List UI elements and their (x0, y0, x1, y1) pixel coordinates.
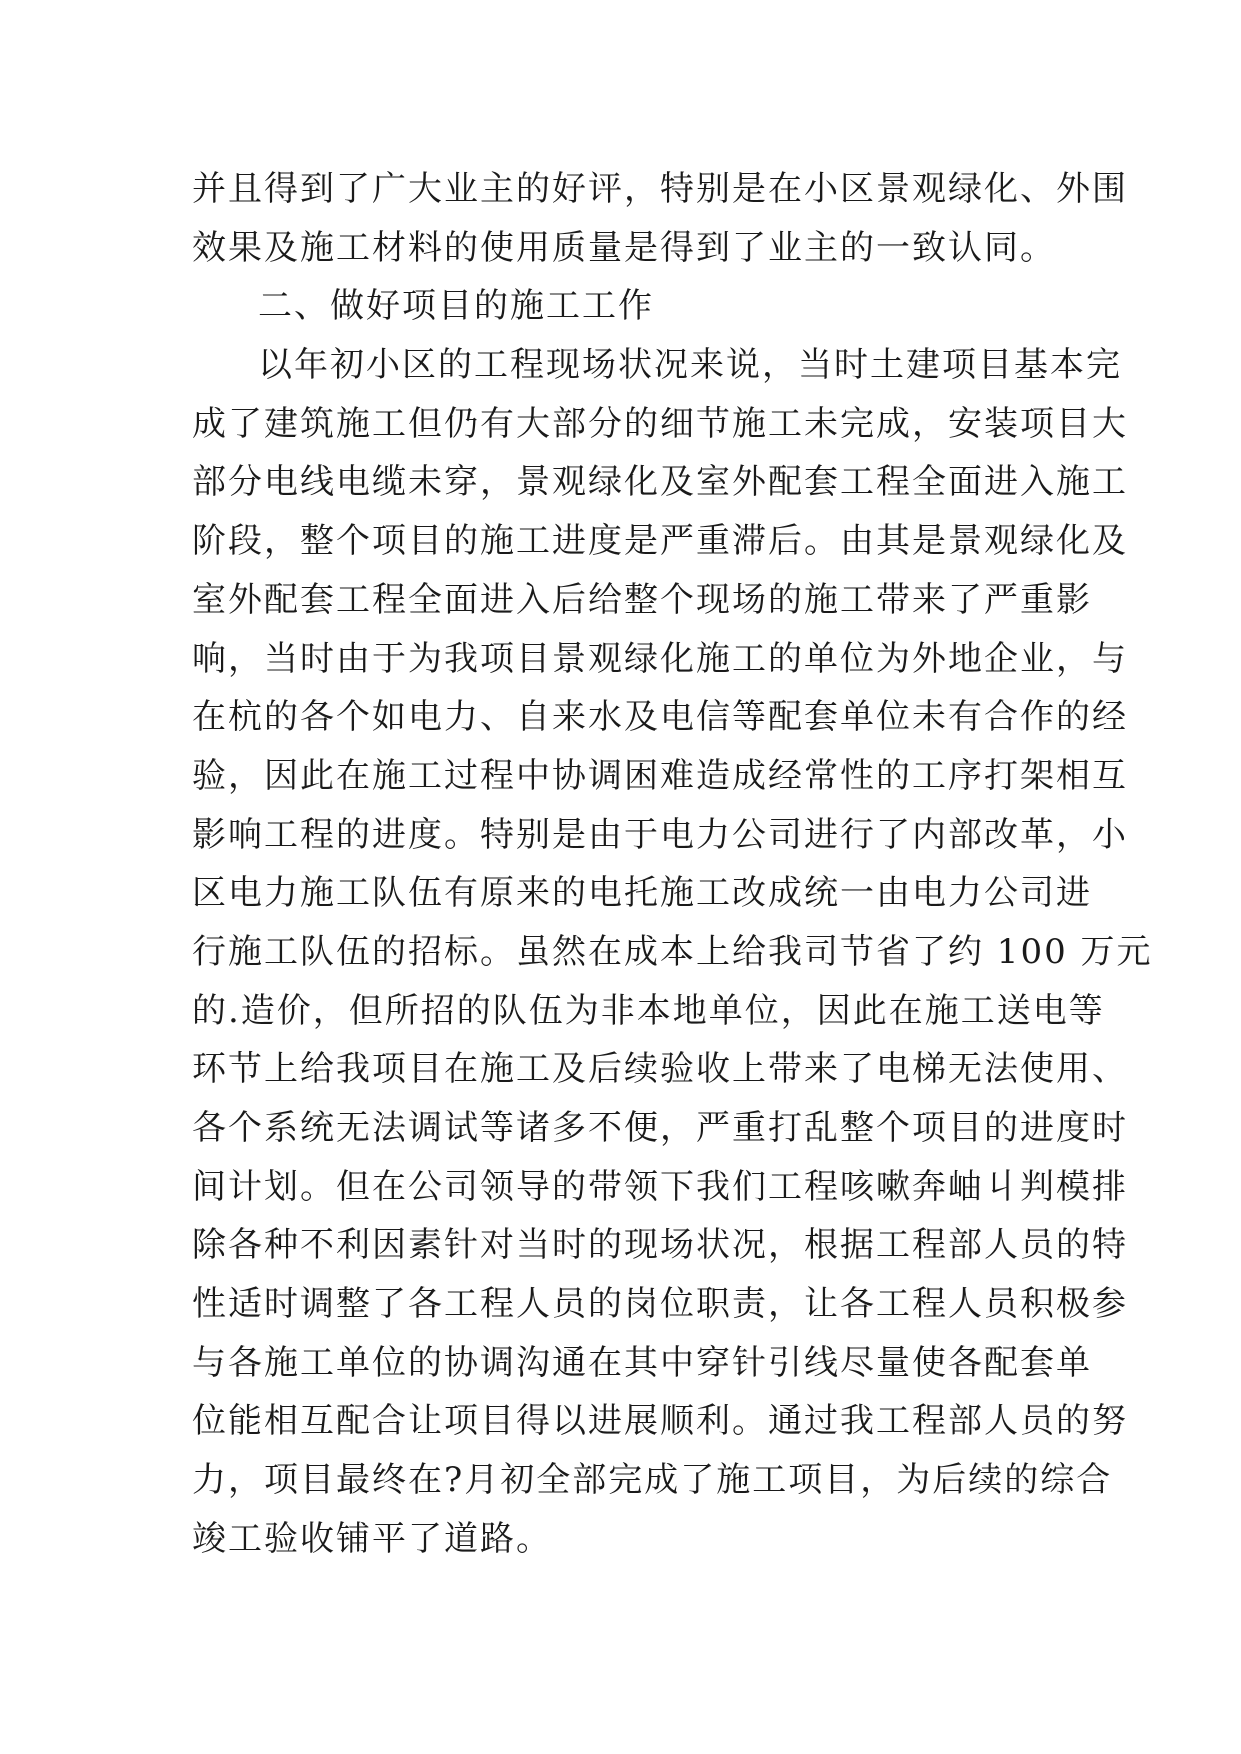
text-line: 并且得到了广大业主的好评，特别是在小区景观绿化、外围 (192, 169, 1128, 209)
body-text (192, 160, 1153, 1569)
text-line: 力，项目最终在?月初全部完成了施工项目，为后续的综合 (192, 1460, 1113, 1501)
text-line: 影响工程的进度。特别是由于电力公司进行了内部改革，小 (192, 814, 1128, 855)
text-line: 各个系统无法调试等诸多不便，严重打乱整个项目的进度时 (192, 1108, 1128, 1148)
paragraph-first-line: 以年初小区的工程现场状况来说，当时土建项目基本完 (258, 345, 1122, 386)
text-line: 验，因此在施工过程中协调困难造成经常性的工序打架相互 (192, 755, 1128, 796)
text-line: 竣工验收铺平了道路。 (192, 1518, 552, 1559)
text-line: 成了建筑施工但仍有大部分的细节施工未完成，安装项目大 (192, 403, 1128, 444)
text-line: 阶段，整个项目的施工进度是严重滞后。由其是景观绿化及 (192, 521, 1128, 562)
section-heading: 二、做好项目的施工工作 (258, 286, 654, 327)
text-line: 室外配套工程全面进入后给整个现场的施工带来了严重影 (192, 579, 1092, 620)
text-line: 与各施工单位的协调沟通在其中穿针引线尽量使各配套单 (192, 1342, 1092, 1383)
text-line: 除各种不利因素针对当时的现场状况，根据工程部人员的特 (192, 1225, 1128, 1266)
text-line: 间计划。但在公司领导的带领下我们工程咳嗽奔岫丩判模排 (192, 1166, 1128, 1207)
text-line: 的.造价，但所招的队伍为非本地单位，因此在施工送电等 (192, 990, 1105, 1031)
text-line: 响，当时由于为我项目景观绿化施工的单位为外地企业，与 (192, 638, 1128, 679)
text-line: 部分电线电缆未穿，景观绿化及室外配套工程全面进入施工 (192, 462, 1128, 503)
text-line: 位能相互配合让项目得以进展顺利。通过我工程部人员的努 (192, 1401, 1128, 1442)
text-line: 行施工队伍的招标。虽然在成本上给我司节省了约 100 万元 (192, 931, 1153, 972)
text-line: 环节上给我项目在施工及后续验收上带来了电梯无法使用、 (192, 1049, 1128, 1090)
text-line: 效果及施工材料的使用质量是得到了业主的一致认同。 (192, 227, 1056, 268)
text-line: 在杭的各个如电力、自来水及电信等配套单位未有合作的经 (192, 697, 1128, 738)
text-line: 区电力施工队伍有原来的电托施工改成统一由电力公司进 (192, 873, 1092, 914)
text-line: 性适时调整了各工程人员的岗位职责，让各工程人员积极参 (192, 1284, 1128, 1325)
